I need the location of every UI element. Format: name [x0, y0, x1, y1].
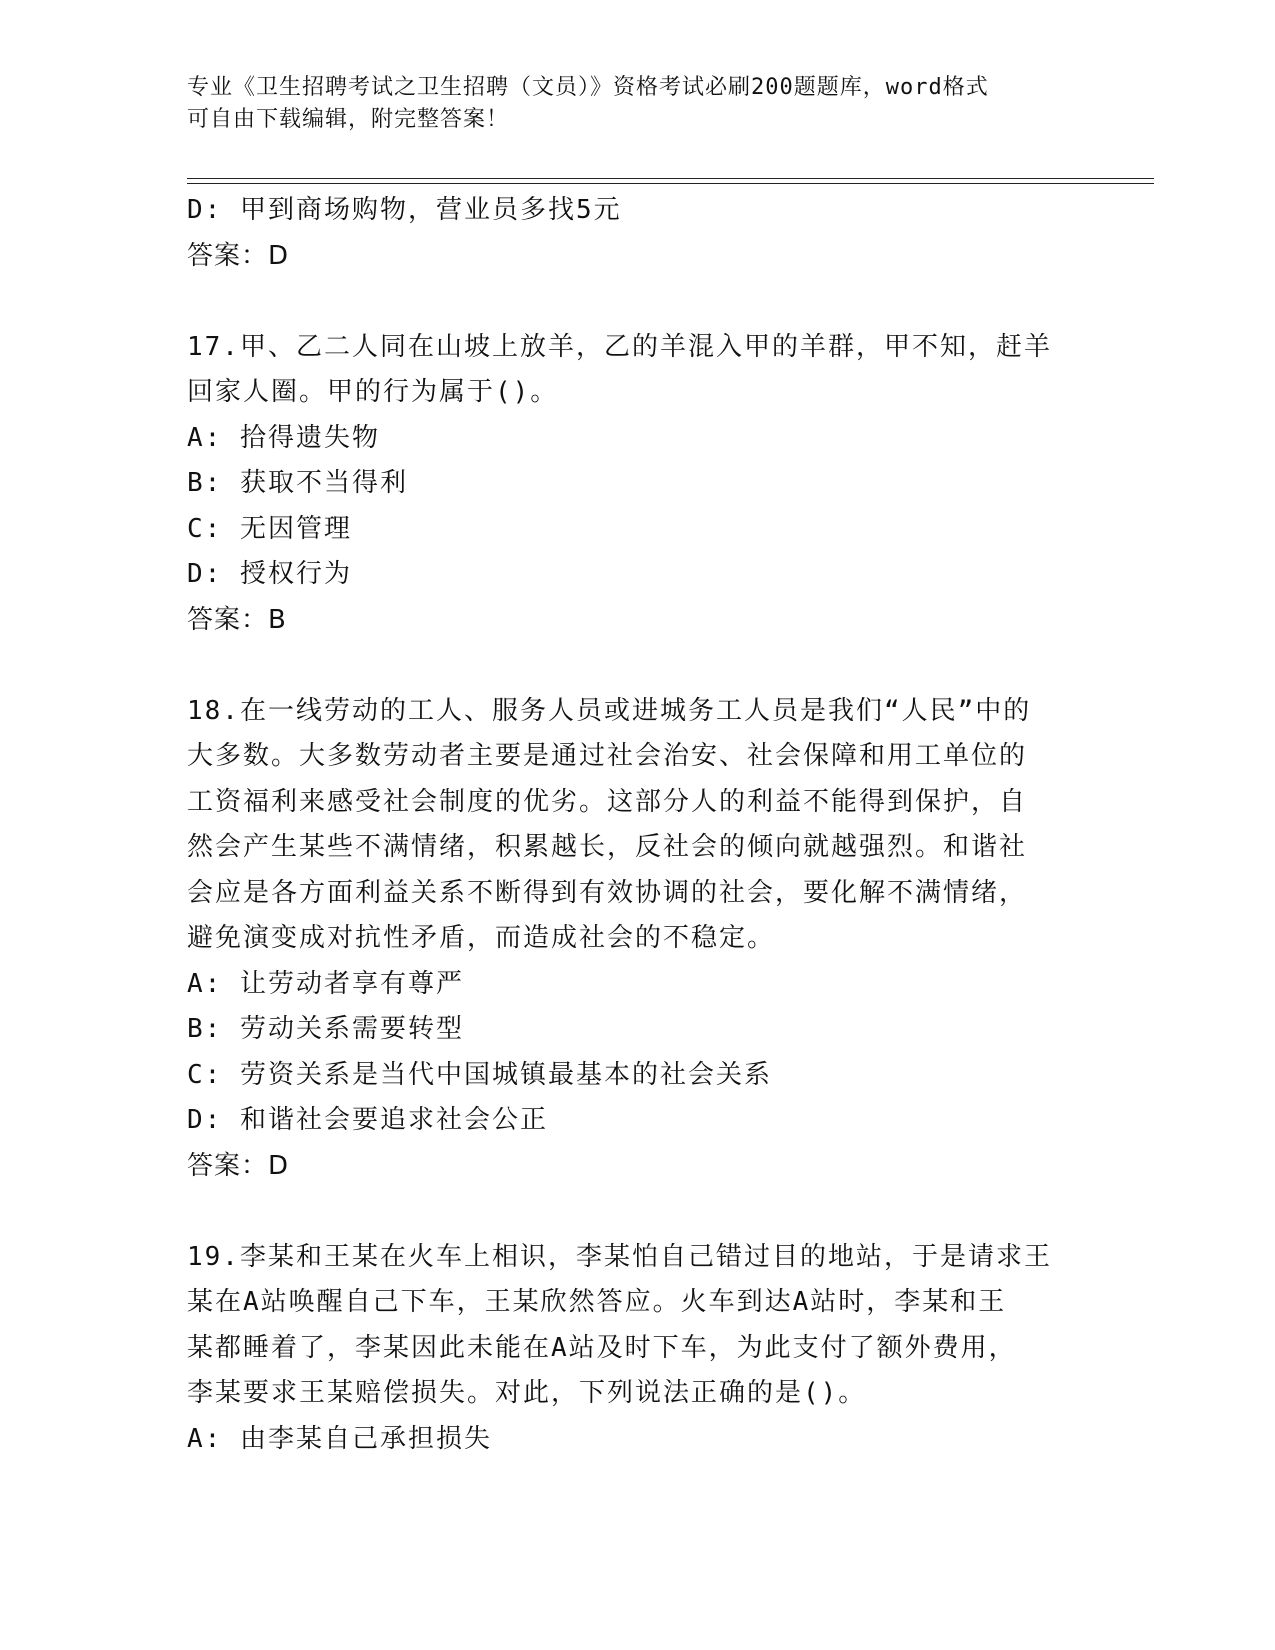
header-rule-top — [187, 178, 1154, 179]
question-18-option-a: A: 让劳动者享有尊严 — [187, 968, 464, 999]
question-17-line-2: 回家人圈。甲的行为属于()。 — [187, 377, 559, 407]
question-18-line-5: 会应是各方面利益关系不断得到有效协调的社会，要化解不满情绪， — [187, 877, 1028, 908]
question-19-line-2: 某在A站唤醒自己下车，王某欣然答应。火车到达A站时，李某和王 — [187, 1287, 1007, 1317]
spacer — [187, 643, 1087, 689]
question-18-option-c: C: 劳资关系是当代中国城镇最基本的社会关系 — [187, 1059, 772, 1090]
question-17-line-1: 17.甲、乙二人同在山坡上放羊，乙的羊混入甲的羊群，甲不知，赶羊 — [187, 331, 1052, 362]
question-17-option-d: D: 授权行为 — [187, 559, 352, 589]
question-18-line-3: 工资福利来感受社会制度的优劣。这部分人的利益不能得到保护，自 — [187, 786, 1028, 817]
question-18-line-4: 然会产生某些不满情绪，积累越长，反社会的倾向就越强烈。和谐社 — [187, 832, 1028, 862]
header-rule-bottom — [187, 183, 1154, 184]
question-17-option-b: B: 获取不当得利 — [187, 468, 408, 498]
question-18-line-2: 大多数。大多数劳动者主要是通过社会治安、社会保障和用工单位的 — [187, 741, 1028, 771]
question-18-line-1: 18.在一线劳动的工人、服务人员或进城务工人员是我们“人民”中的 — [187, 695, 1032, 726]
question-17 — [187, 325, 1087, 644]
question-19-line-4: 李某要求王某赔偿损失。对此，下列说法正确的是()。 — [187, 1378, 867, 1408]
spacer — [187, 279, 1087, 325]
question-18 — [187, 689, 1087, 1190]
question-17-option-a: A: 拾得遗失物 — [187, 422, 380, 453]
question-19 — [187, 1235, 1087, 1463]
question-17-answer: 答案：B — [187, 604, 287, 635]
prev-answer: 答案：D — [187, 240, 290, 271]
question-18-option-d: D: 和谐社会要追求社会公正 — [187, 1105, 548, 1135]
question-18-line-6: 避免演变成对抗性矛盾，而造成社会的不稳定。 — [187, 923, 776, 953]
header-line-1: 专业《卫生招聘考试之卫生招聘（文员）》资格考试必刷200题题库，word格式 — [187, 75, 989, 100]
document-body — [187, 188, 1087, 1462]
question-19-line-1: 19.李某和王某在火车上相识，李某怕自己错过目的地站，于是请求王 — [187, 1241, 1052, 1272]
question-19-line-3: 某都睡着了，李某因此未能在A站及时下车，为此支付了额外费用， — [187, 1332, 1017, 1363]
spacer — [187, 1189, 1087, 1235]
header-line-2: 可自由下载编辑，附完整答案！ — [187, 107, 510, 132]
question-18-option-b: B: 劳动关系需要转型 — [187, 1014, 464, 1044]
document-header — [187, 72, 1087, 136]
question-19-option-a: A: 由李某自己承担损失 — [187, 1423, 492, 1454]
question-18-answer: 答案：D — [187, 1150, 290, 1181]
question-17-option-c: C: 无因管理 — [187, 513, 352, 544]
prev-option-d: D: 甲到商场购物，营业员多找5元 — [187, 195, 622, 225]
